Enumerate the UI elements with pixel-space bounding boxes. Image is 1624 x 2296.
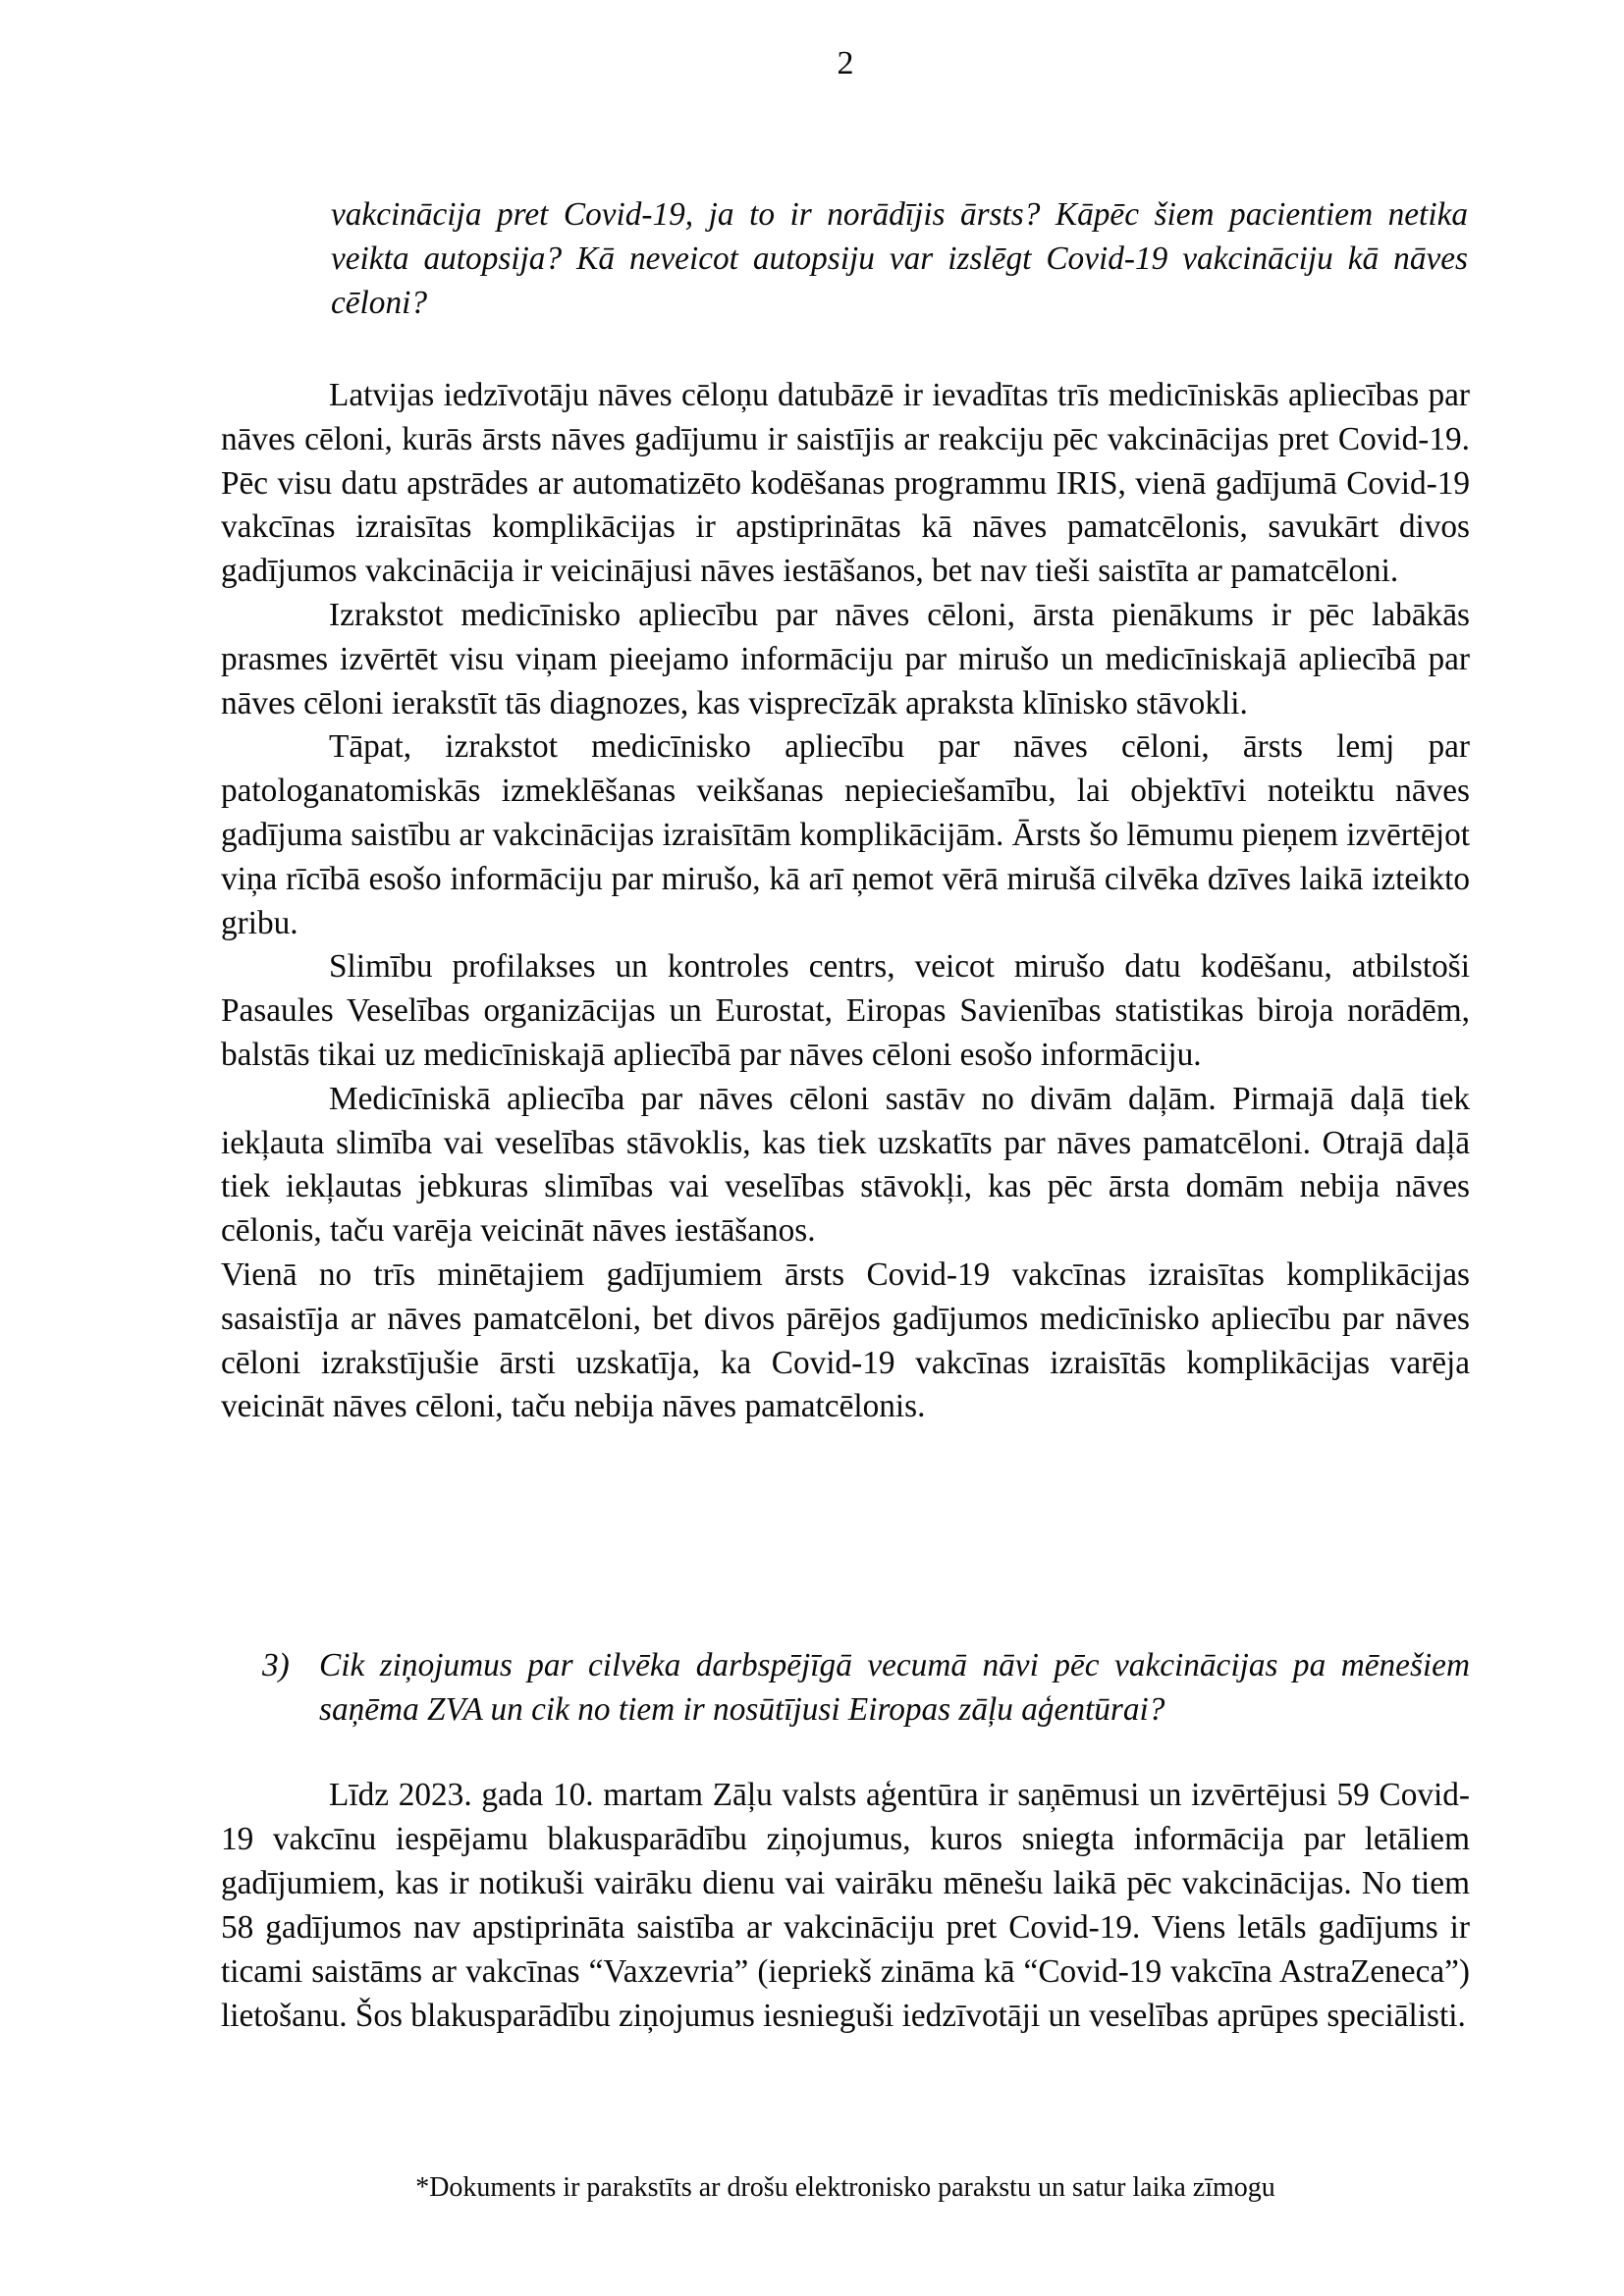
footer-signature-note: *Dokuments ir parakstīts ar drošu elektronisko parakstu un satur laika zīmogu xyxy=(415,2172,1275,2203)
paragraph-2: Izrakstot medicīnisko apliecību par nāves cēloni, ārsta pienākums ir pēc labākās prasmes izvērtēt visu viņam pieejamo informāciju par mirušo un medicīniskajā apliecībā par nāves cēloni ierakstīt tās diagnozes, kas visprecīzāk apraksta klīnisko stāvokli. xyxy=(221,596,1470,721)
answer-3-paragraph: Līdz 2023. gada 10. martam Zāļu valsts aģentūra ir saņēmusi un izvērtējusi 59 Covid-19 vakcīnu iespējamu blakusparādību ziņojumus, kuros sniegta informācija par letāliem gadījumiem, kas ir notikuši vairāku dienu vai vairāku mēnešu laikā pēc vakcinācijas. No tiem 58 gadījumos nav apstiprināta saistība ar vakcināciju pret Covid-19. Viens letāls gadījums ir ticami saistāms ar vakcīnas “Vaxzevria” (iepriekš zināma kā “Covid-19 vakcīna AstraZeneca”) lietošanu. Šos blakusparādību ziņojumus iesnieguši iedzīvotāji un veselības aprūpes speciālisti. xyxy=(221,1777,1470,2034)
paragraph-5: Medicīniskā apliecība par nāves cēloni sastāv no divām daļām. Pirmajā daļā tiek iekļauta slimība vai veselības stāvoklis, kas tiek uzskatīts par nāves pamatcēloni. Otrajā daļā tiek iekļautas jebkuras slimības vai veselības stāvokļi, kas pēc ārsta domām nebija nāves cēlonis, taču varēja veicināt nāves iestāšanos. xyxy=(221,1080,1470,1250)
body-paragraphs xyxy=(221,374,1470,1429)
paragraph-6: Vienā no trīs minētajiem gadījumiem ārsts Covid-19 vakcīnas izraisītas komplikācijas sasaistīja ar nāves pamatcēloni, bet divos pārējos gadījumos medicīnisko apliecību par nāves cēloni izrakstījušie ārsti uzskatīja, ka Covid-19 vakcīnas izraisītās komplikācijas varēja veicināt nāves cēloni, taču nebija nāves pamatcēlonis. xyxy=(221,1255,1470,1425)
intro-question-continuation: vakcinācija pret Covid-19, ja to ir norādījis ārsts? Kāpēc šiem pacientiem netika veikta autopsija? Kā neveicot autopsiju var izslēgt Covid-19 vakcināciju kā nāves cēloni? xyxy=(331,196,1468,321)
question-3-text: Cik ziņojumus par cilvēka darbspējīgā vecumā nāvi pēc vakcinācijas pa mēnešiem saņēma ZVA un cik no tiem ir nosūtījusi Eiropas zāļu aģentūrai? xyxy=(319,1647,1470,1728)
paragraph-1: Latvijas iedzīvotāju nāves cēloņu datubāzē ir ievadītas trīs medicīniskās apliecības par nāves cēloni, kurās ārsts nāves gadījumu ir saistījis ar reakciju pēc vakcinācijas pret Covid-19. Pēc visu datu apstrādes ar automatizēto kodēšanas programmu IRIS, vienā gadījumā Covid-19 vakcīnas izraisītas komplikācijas ir apstiprinātas kā nāves pamatcēlonis, savukārt divos gadījumos vakcinācija ir veicinājusi nāves iestāšanos, bet nav tieši saistīta ar pamatcēloni. xyxy=(221,377,1470,590)
question-3-item xyxy=(221,1643,1470,1732)
page-number: 2 xyxy=(837,45,854,81)
paragraph-3: Tāpat, izrakstot medicīnisko apliecību par nāves cēloni, ārsts lemj par patologanatomiskās izmeklēšanas veikšanas nepieciešamību, lai objektīvi noteiktu nāves gadījuma saistību ar vakcinācijas izraisītām komplikācijām. Ārsts šo lēmumu pieņem izvērtējot viņa rīcībā esošo informāciju par mirušo, kā arī ņemot vērā mirušā cilvēka dzīves laikā izteikto gribu. xyxy=(221,728,1470,941)
question-3-number: 3) xyxy=(262,1647,290,1683)
paragraph-4: Slimību profilakses un kontroles centrs, veicot mirušo datu kodēšanu, atbilstoši Pasaules Veselības organizācijas un Eurostat, Eiropas Savienības statistikas biroja norādēm, balstās tikai uz medicīniskajā apliecībā par nāves cēloni esošo informāciju. xyxy=(221,948,1470,1073)
